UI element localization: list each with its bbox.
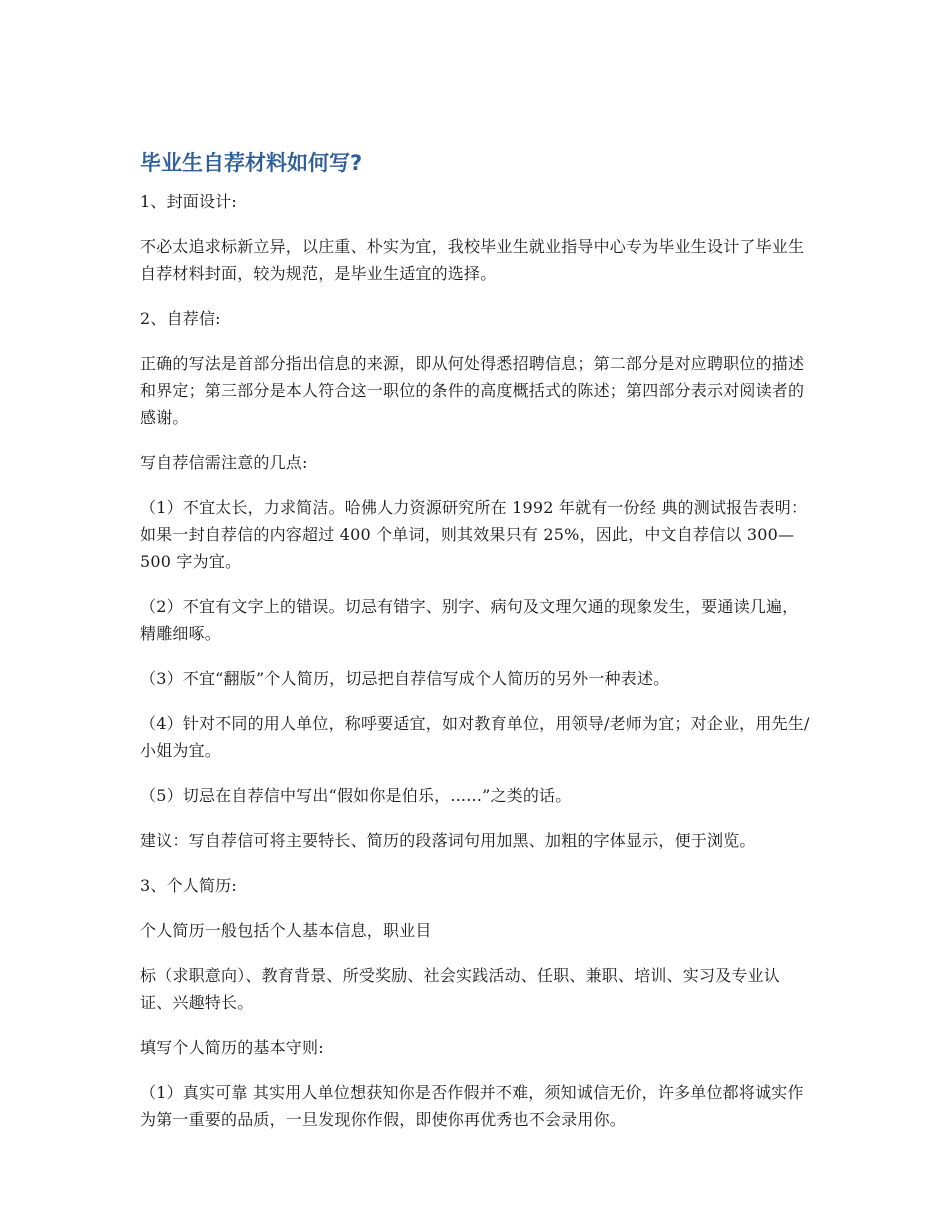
paragraph-letter-structure: 正确的写法是首部分指出信息的来源，即从何处得悉招聘信息；第二部分是对应聘职位的描述和界定；第三部分是本人符合这一职位的条件的高度概括式的陈述；第四部分表示对阅读者的感谢。 [140,354,805,427]
document-page [140,148,812,1151]
document-title: 毕业生自荐材料如何写? [140,151,363,175]
section-heading-cover: 1、封面设计: [140,192,237,211]
section-heading-cover-letter: 2、自荐信: [140,309,221,328]
paragraph-note-3: （3）不宜“翻版”个人简历，切忌把自荐信写成个人简历的另外一种表述。 [140,669,670,688]
paragraph-note-2: （2）不宜有文字上的错误。切忌有错字、别字、病句及文理欠通的现象发生，要通读几遍，精雕细啄。 [140,597,799,643]
paragraph-resume-contents: 标（求职意向）、教育背景、所受奖励、社会实践活动、任职、兼职、培训、实习及专业认证、兴趣特长。 [140,966,781,1012]
paragraph-note-4: （4）针对不同的用人单位，称呼要适宜，如对教育单位，用领导/老师为宜；对企业，用先生/小姐为宜。 [140,714,810,760]
paragraph-note-5: （5）切忌在自荐信中写出“假如你是伯乐，......”之类的话。 [140,786,572,805]
paragraph-note-1: （1）不宜太长，力求简洁。哈佛人力资源研究所在 1992 年就有一份经 典的测试报告表明：如果一封自荐信的内容超过 400 个单词，则其效果只有 25%，因此，中文自荐信以 300—500 字为宜。 [140,498,808,571]
paragraph-suggestion: 建议：写自荐信可将主要特长、简历的段落词句用加黑、加粗的字体显示，便于浏览。 [140,831,756,850]
section-heading-resume: 3、个人简历: [140,876,237,895]
paragraph-letter-notes-heading: 写自荐信需注意的几点: [140,453,308,472]
paragraph-resume-intro: 个人简历一般包括个人基本信息，职业目 [140,921,432,940]
paragraph-rule-1: （1）真实可靠 其实用人单位想获知你是否作假并不难，须知诚信无价，许多单位都将诚实作为第一重要的品质，一旦发现你作假，即使你再优秀也不会录用你。 [140,1083,804,1129]
paragraph-resume-rules-heading: 填写个人简历的基本守则: [140,1038,324,1057]
paragraph-cover-design: 不必太追求标新立异，以庄重、朴实为宜，我校毕业生就业指导中心专为毕业生设计了毕业生自荐材料封面，较为规范，是毕业生适宜的选择。 [140,237,805,283]
